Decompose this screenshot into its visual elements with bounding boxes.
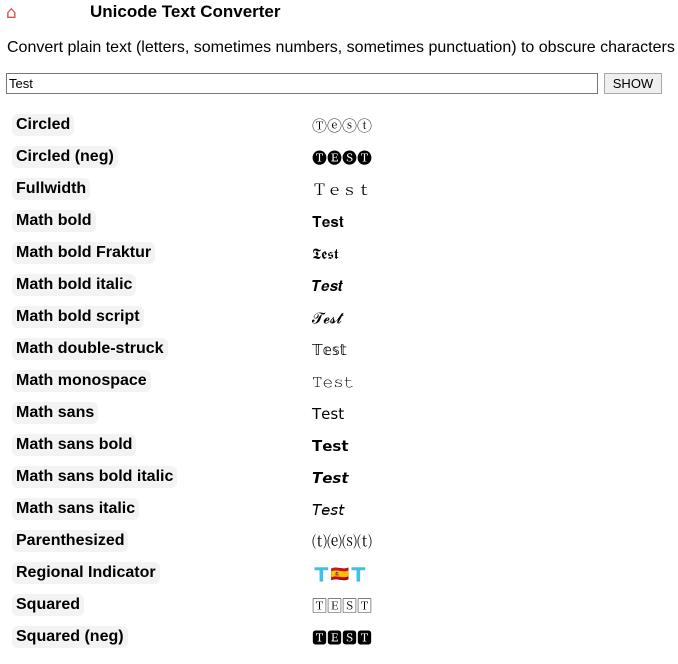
result-label: Fullwidth [12, 178, 90, 200]
result-row [0, 142, 678, 174]
result-value[interactable]: 𝕿𝖊𝖘𝖙 [312, 245, 339, 263]
input-row [6, 73, 672, 94]
result-label: Regional Indicator [12, 562, 160, 584]
result-value[interactable]: 𝗧𝗲𝘀𝘁 [312, 437, 349, 455]
result-value[interactable]: 🅃🄴🅂🅃 [312, 597, 373, 615]
text-input[interactable] [6, 73, 598, 94]
result-label: Math bold Fraktur [12, 242, 155, 264]
result-row [0, 174, 678, 206]
result-value[interactable]: 𝑻𝒆𝒔𝒕 [312, 277, 344, 295]
result-row [0, 302, 678, 334]
result-label: Math bold italic [12, 274, 136, 296]
result-label: Math sans [12, 402, 98, 424]
result-label: Math double-struck [12, 338, 168, 360]
result-value[interactable]: 𝕋𝕖𝕤𝕥 [312, 341, 347, 359]
show-button[interactable]: SHOW [604, 73, 662, 94]
result-label: Math bold [12, 210, 96, 232]
result-value[interactable]: 🅣🅔🅢🅣 [312, 149, 373, 167]
result-label: Math bold script [12, 306, 144, 328]
result-value[interactable]: 🆃🅴🆂🆃 [312, 629, 373, 647]
result-label: Math sans italic [12, 498, 139, 520]
result-row [0, 270, 678, 302]
results-list [0, 110, 678, 654]
result-value[interactable]: 𝚃𝚎𝚜𝚝 [312, 373, 355, 391]
result-value[interactable]: 𝙏𝙚𝙨𝙩 [312, 469, 349, 487]
result-label: Circled (neg) [12, 146, 118, 168]
page-title: Unicode Text Converter [90, 2, 281, 21]
result-value[interactable]: Ｔｅｓｔ [312, 181, 373, 199]
page-description: Convert plain text (letters, sometimes numbers, sometimes punctuation) to obscure characters [7, 39, 675, 56]
result-row [0, 334, 678, 366]
result-row [0, 590, 678, 622]
result-row [0, 398, 678, 430]
result-label: Squared (neg) [12, 626, 128, 648]
result-label: Parenthesized [12, 530, 128, 552]
result-row [0, 622, 678, 654]
result-value[interactable]: ⒯⒠⒮⒯ [312, 533, 373, 551]
result-row [0, 206, 678, 238]
result-row [0, 366, 678, 398]
result-row [0, 494, 678, 526]
result-value[interactable]: 🇹🇪🇸🇹 [312, 565, 369, 583]
home-icon[interactable]: ⌂ [6, 3, 17, 23]
result-value[interactable]: 𝖳𝖾𝗌𝗍 [312, 405, 345, 423]
result-label: Squared [12, 594, 84, 616]
result-label: Math monospace [12, 370, 151, 392]
result-row [0, 558, 678, 590]
result-value[interactable]: 𝐓𝐞𝐬𝐭 [312, 213, 344, 231]
result-row [0, 462, 678, 494]
result-value[interactable]: Ⓣⓔⓢⓣ [312, 117, 373, 135]
result-value[interactable]: 𝓣𝓮𝓼𝓽 [312, 309, 342, 327]
result-row [0, 110, 678, 142]
result-label: Circled [12, 114, 74, 136]
result-label: Math sans bold italic [12, 466, 177, 488]
result-row [0, 238, 678, 270]
result-row [0, 430, 678, 462]
result-label: Math sans bold [12, 434, 136, 456]
result-row [0, 526, 678, 558]
result-value[interactable]: 𝘛𝘦𝘴𝘵 [312, 501, 345, 519]
